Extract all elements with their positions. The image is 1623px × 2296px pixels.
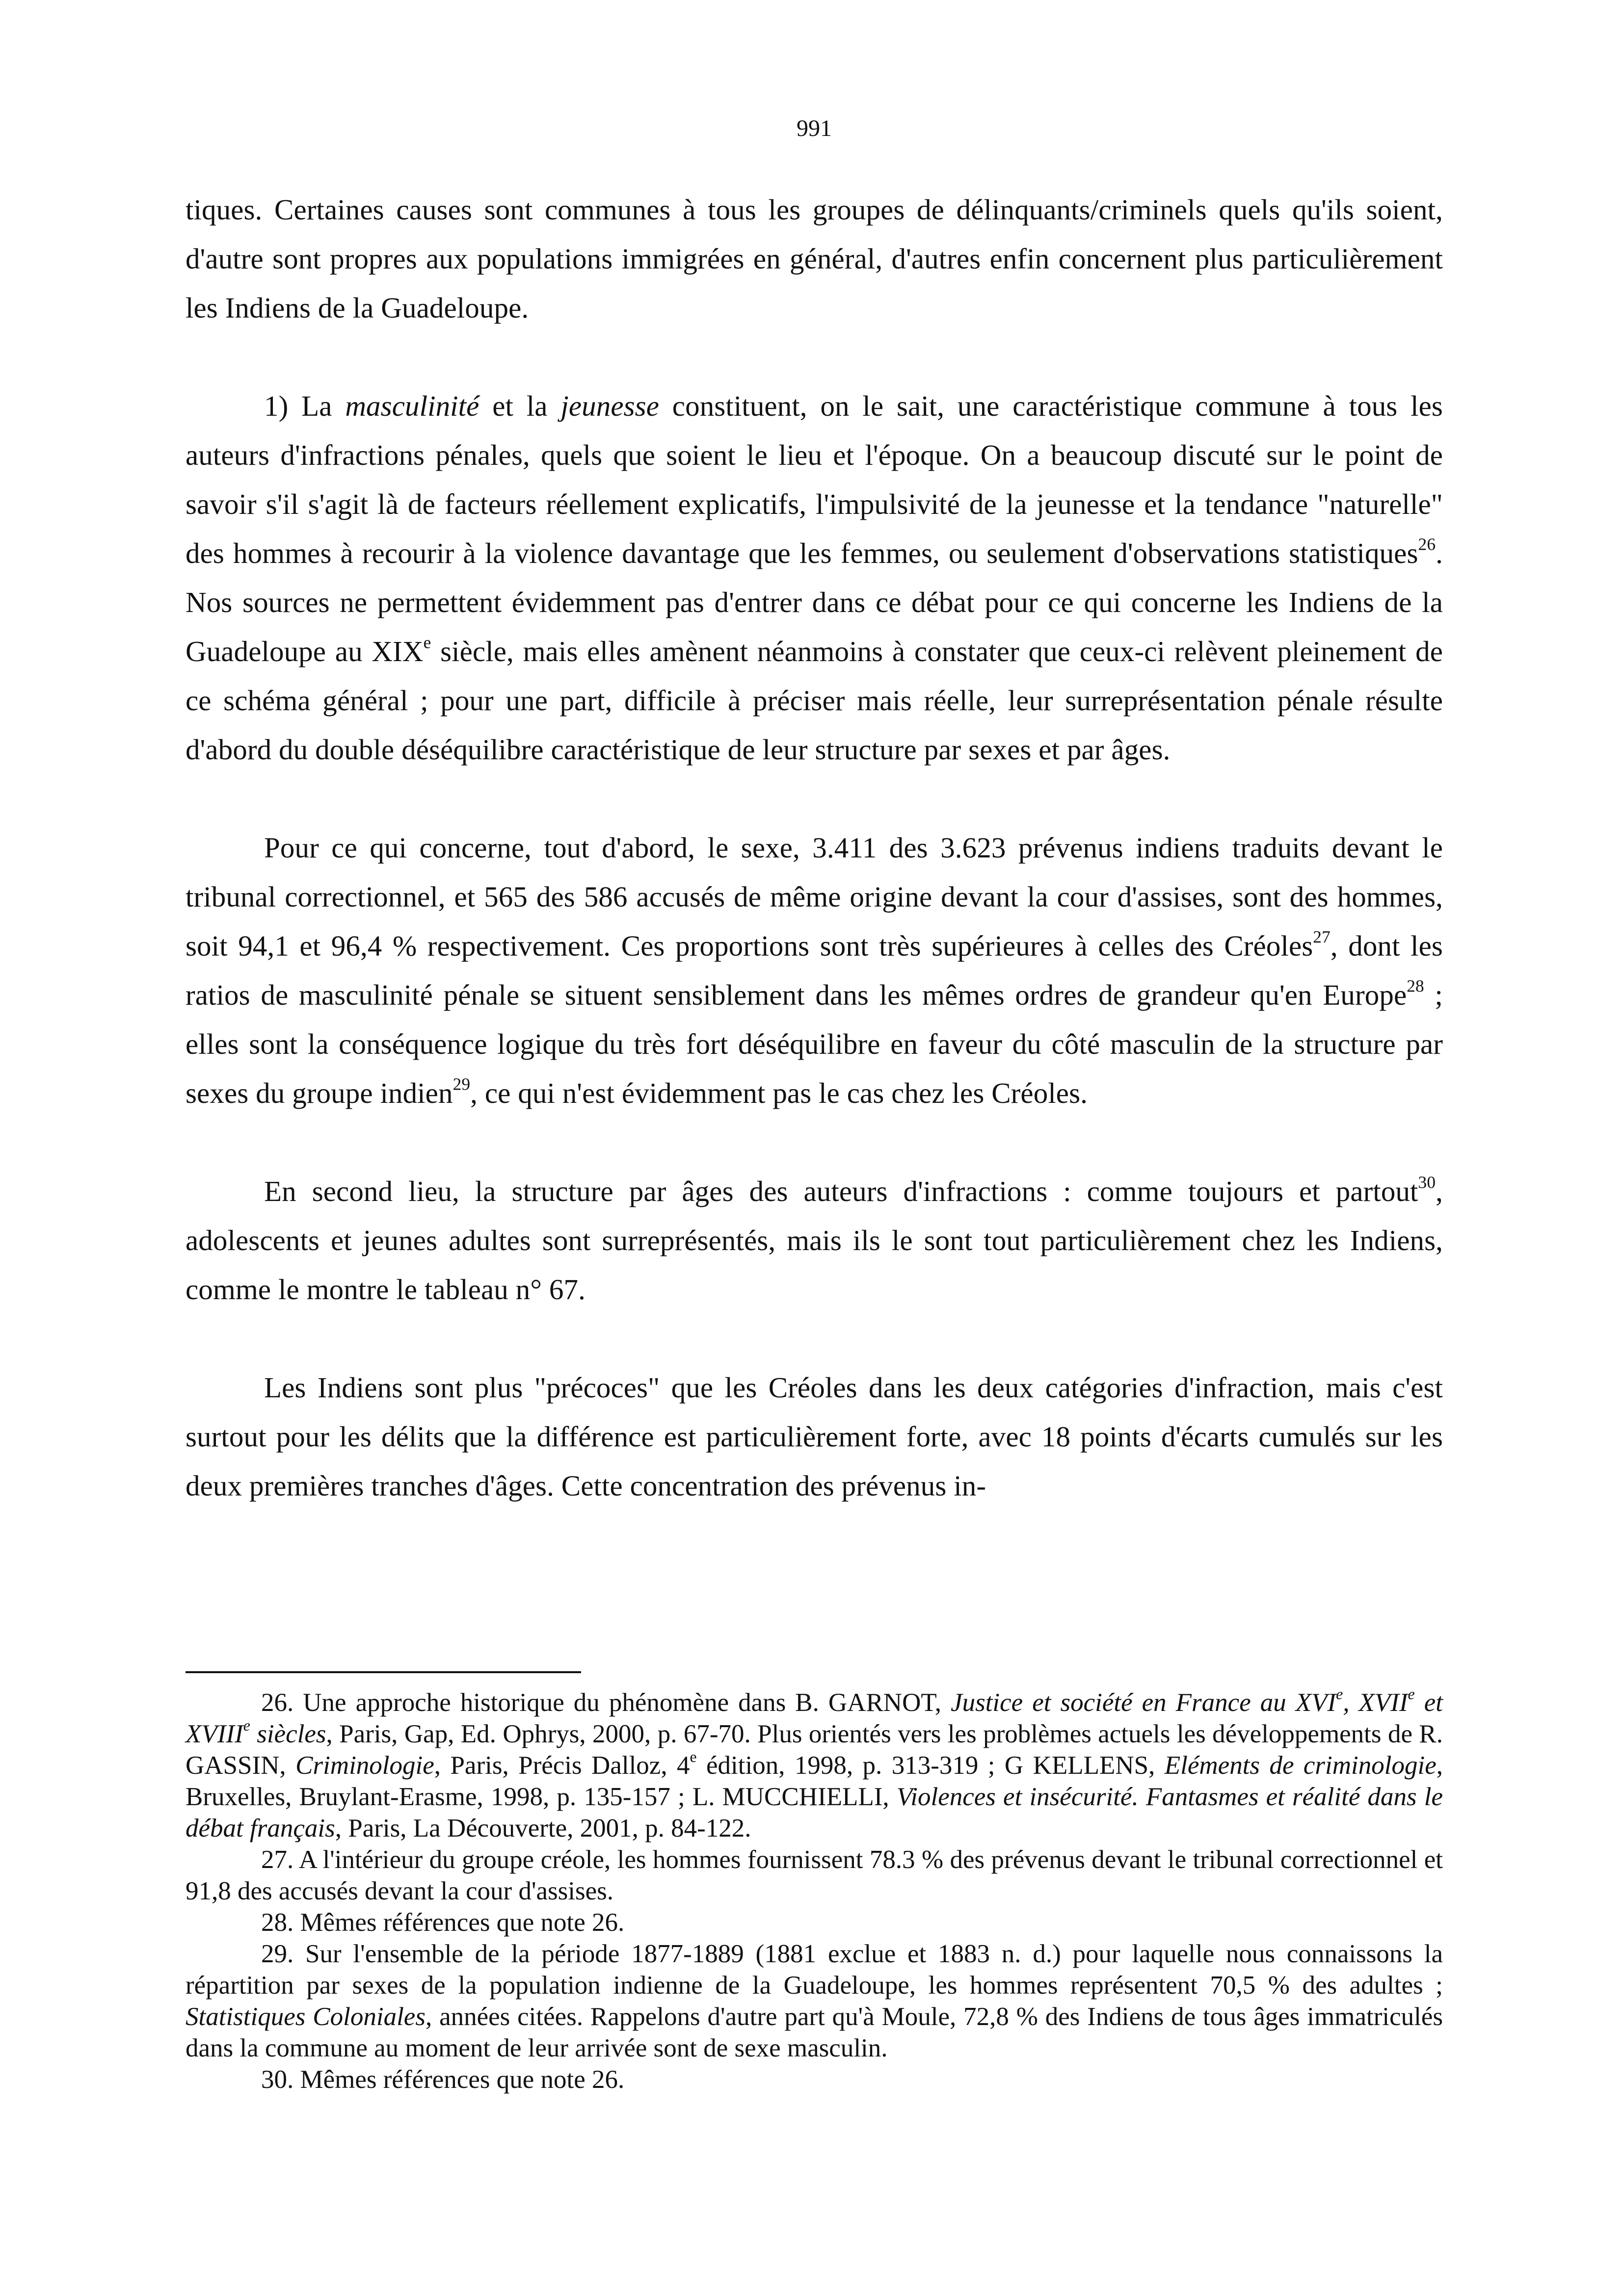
text-span: 1) La xyxy=(264,390,346,422)
text-span: édition, 1998, p. 313-319 ; G KELLENS, xyxy=(696,1751,1165,1780)
footnotes xyxy=(186,1687,1443,2095)
superscript: e xyxy=(423,632,431,652)
superscript: e xyxy=(690,1748,697,1766)
book-title: Criminologie xyxy=(295,1751,434,1780)
footnote-ref-30[interactable]: 30 xyxy=(1418,1172,1436,1192)
superscript: e xyxy=(1336,1685,1343,1703)
text-span: constituent, on le sait, une caractéristique commune à tous les auteurs d'infractions pénales, quels que soient le lieu et l'époque. On a beaucoup discuté sur le point de savoir s'il s'agit là de facteurs réellement explicatifs, l'impulsivité de la jeunesse et la tendance "naturelle" des hommes à recourir à la violence davantage que les femmes, ou seulement d'observations statistiques xyxy=(186,390,1443,569)
document-page xyxy=(186,0,1443,2296)
superscript: e xyxy=(1408,1685,1415,1703)
text-span: . Nos sources ne permettent évidemment pas d'entrer dans ce débat pour ce qui concerne les Indiens de la Guadeloupe au XIX xyxy=(186,537,1443,667)
book-title: Eléments de criminologie xyxy=(1164,1751,1437,1780)
text-span: , adolescents et jeunes adultes sont surreprésentés, mais ils le sont tout particulièrement chez les Indiens, comme le montre le tableau n° 67. xyxy=(186,1175,1443,1306)
paragraph-1: tiques. Certaines causes sont communes à tous les groupes de délinquants/criminels quels qu'ils soient, d'autre sont propres aux populations immigrées en général, d'autres enfin concernent plus particulièrement les Indiens de la Guadeloupe. xyxy=(186,193,1443,324)
text-span: siècles xyxy=(250,1720,326,1748)
book-title: Violences et insécurité. Fantasmes et réalité dans le débat français xyxy=(186,1783,1443,1842)
text-span: , Paris, Précis Dalloz, 4 xyxy=(434,1751,690,1780)
text-span: 26. Une approche historique du phénomène dans B. GARNOT, xyxy=(261,1688,951,1717)
text-span: , dont les ratios de masculinité pénale se situent sensiblement dans les mêmes ordres de grandeur qu'en Europe xyxy=(186,930,1443,1011)
footnote-26 xyxy=(186,1687,1443,1844)
text-span: , Paris, La Découverte, 2001, p. 84-122. xyxy=(335,1814,751,1842)
footnote-ref-28[interactable]: 28 xyxy=(1407,976,1424,996)
footnote-30: 30. Mêmes références que note 26. xyxy=(261,2065,625,2094)
book-title: Statistiques Coloniales xyxy=(186,2002,426,2031)
italic-term: masculinité xyxy=(345,390,479,422)
text-span: ; elles sont la conséquence logique du très fort déséquilibre en faveur du côté masculin de la structure par sexes du groupe indien xyxy=(186,979,1443,1109)
paragraph-5: Les Indiens sont plus "précoces" que les Créoles dans les deux catégories d'infraction, mais c'est surtout pour les délits que la différence est particulièrement forte, avec 18 points d'écarts cumulés sur les deux premières tranches d'âges. Cette concentration des prévenus in- xyxy=(186,1371,1443,1502)
text-span: 29. Sur l'ensemble de la période 1877-1889 (1881 exclue et 1883 n. d.) pour laquelle nous connaissons la répartition par sexes de la population indienne de la Guadeloupe, les hommes représentent 70,5 % des adultes ; xyxy=(186,1940,1443,2000)
text-span: , Paris, Gap, Ed. Ophrys, 2000, p. 67-70. Plus orientés vers les problèmes actuels les développements de R. GASSIN, xyxy=(186,1720,1443,1780)
footnote-28: 28. Mêmes références que note 26. xyxy=(261,1908,625,1937)
text-span: , ce qui n'est évidemment pas le cas chez les Créoles. xyxy=(470,1077,1088,1109)
page-number: 991 xyxy=(797,115,832,141)
footnote-29 xyxy=(186,1938,1443,2064)
footnote-separator xyxy=(186,1671,581,1673)
footnote-ref-26[interactable]: 26 xyxy=(1418,534,1436,554)
footnote-27: 27. A l'intérieur du groupe créole, les hommes fournissent 78.3 % des prévenus devant le tribunal correctionnel et 91,8 des accusés devant la cour d'assises. xyxy=(186,1845,1443,1905)
text-span: , XVII xyxy=(1343,1688,1408,1717)
text-span: Pour ce qui concerne, tout d'abord, le sexe, 3.411 des 3.623 prévenus indiens traduits devant le tribunal correctionnel, et 565 des 586 accusés de même origine devant la cour d'assises, sont des hommes, soit 94,1 et 96,4 % respectivement. Ces proportions sont très supérieures à celles des Créoles xyxy=(186,831,1443,962)
paragraph-3 xyxy=(186,823,1443,1118)
text-span: Justice et société en France au XVI xyxy=(951,1688,1336,1717)
text-span: , années citées. Rappelons d'autre part qu'à Moule, 72,8 % des Indiens de tous âges immatriculés dans la commune au moment de leur arrivée sont de sexe masculin. xyxy=(186,2002,1443,2062)
footnote-ref-27[interactable]: 27 xyxy=(1313,927,1330,947)
paragraph-4 xyxy=(186,1167,1443,1314)
italic-term: jeunesse xyxy=(560,390,660,422)
text-span: et XVIII xyxy=(186,1688,1443,1748)
footnote-ref-29[interactable]: 29 xyxy=(452,1074,471,1094)
paragraph-2 xyxy=(186,381,1443,774)
text-span: siècle, mais elles amènent néanmoins à constater que ceux-ci relèvent pleinement de ce schéma général ; pour une part, difficile à préciser mais réelle, leur surreprésentation pénale résulte d'abord du double déséquilibre caractéristique de leur structure par sexes et par âges. xyxy=(186,635,1443,766)
text-span: En second lieu, la structure par âges des auteurs d'infractions : comme toujours et partout xyxy=(264,1175,1418,1207)
body-text xyxy=(186,185,1443,1510)
superscript: e xyxy=(243,1717,250,1735)
text-span: et la xyxy=(479,390,561,422)
text-span: , Bruxelles, Bruylant-Erasme, 1998, p. 135-157 ; L. MUCCHIELLI, xyxy=(186,1751,1443,1811)
